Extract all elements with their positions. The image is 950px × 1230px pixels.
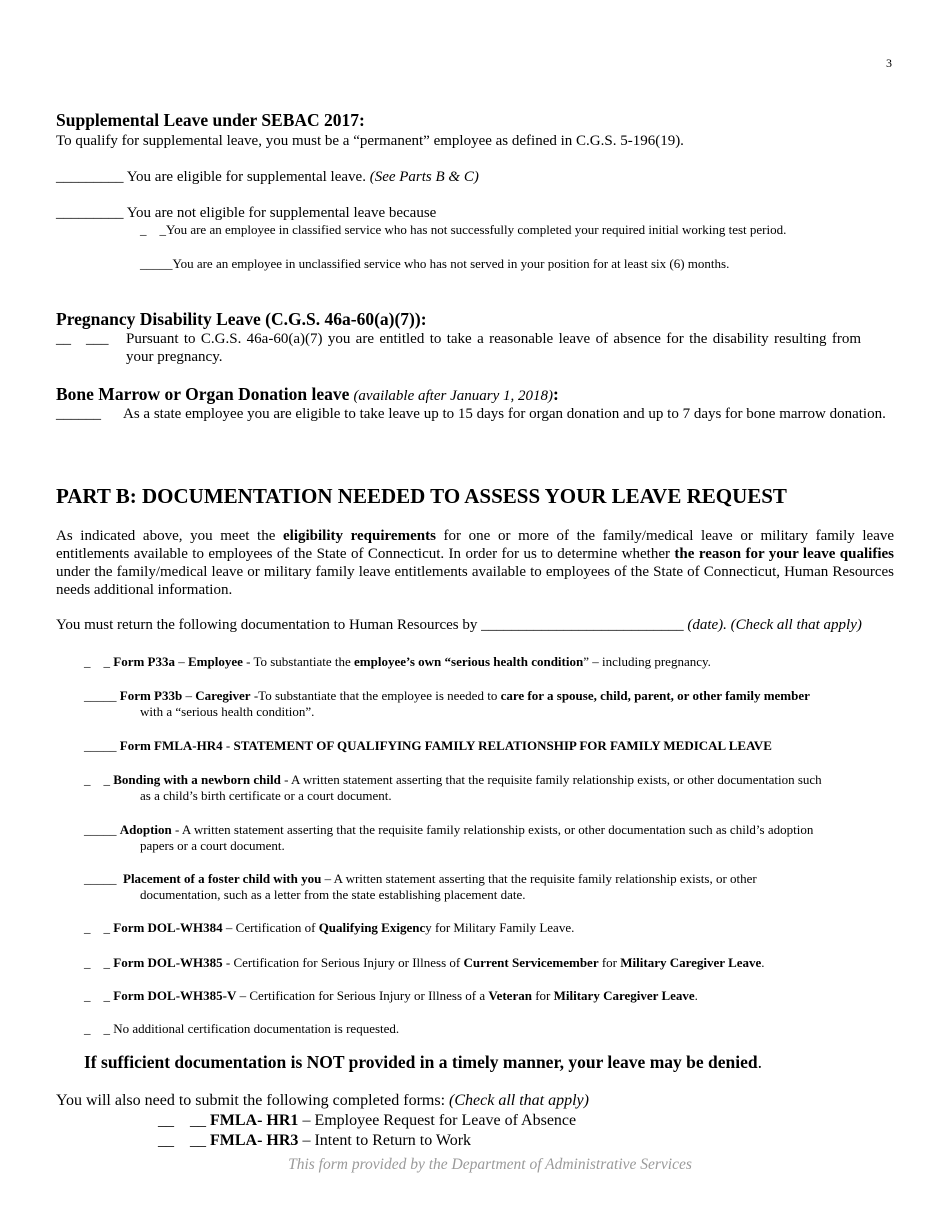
return-text: You must return the following documentation to Human Resources by xyxy=(56,617,478,633)
form-label: FMLA- HR1 xyxy=(210,1112,299,1129)
organ-text: As a state employee you are eligible to take leave up to 15 days for organ donation and up to 7 days for bone marrow donation. xyxy=(123,406,886,422)
item-desc: – Certification for Serious Injury or Illness of a xyxy=(236,988,489,1003)
item-desc: - A written statement asserting that the requisite family relationship exists, or other documentation such as child’s adoption xyxy=(171,822,814,837)
item-bold-desc: Qualifying Exigenc xyxy=(318,920,426,935)
item-desc: - To substantiate the xyxy=(242,654,355,669)
reason1-blank[interactable]: _ _ xyxy=(140,222,166,237)
item-desc2: y for Military Family Leave. xyxy=(425,920,575,935)
item-label2: Caregiver xyxy=(195,688,251,703)
item-desc: – Certification of xyxy=(222,920,319,935)
reason2-blank[interactable]: _____ xyxy=(140,256,173,271)
item-bold-desc: employee’s own “serious health condition xyxy=(354,654,584,669)
checkbox-blank[interactable]: _ _ xyxy=(84,920,110,935)
doc-item[interactable] xyxy=(84,988,698,1004)
return-date-label: date xyxy=(692,617,719,633)
doc-item[interactable] xyxy=(84,822,813,838)
doc-item[interactable] xyxy=(84,1021,399,1037)
item-label: Bonding with a newborn child xyxy=(113,772,281,787)
checkbox-blank[interactable]: _____ xyxy=(84,688,117,703)
item-dash: – xyxy=(174,654,188,669)
item-line2: papers or a court document. xyxy=(140,838,285,853)
doc-item[interactable] xyxy=(84,920,574,936)
item-label: Form DOL-WH385-V xyxy=(113,988,237,1003)
item-dash: - xyxy=(222,738,234,753)
item-desc2: for xyxy=(598,955,621,970)
para-bold-1: eligibility requirements xyxy=(283,528,436,544)
item-desc: - A written statement asserting that the requisite family relationship exists, or other documentation such xyxy=(280,772,822,787)
item-bold-desc: Current Servicemember xyxy=(463,955,599,970)
doc-item[interactable] xyxy=(84,654,711,670)
form-label: FMLA- HR3 xyxy=(210,1132,299,1149)
footer: This form provided by the Department of Administrative Services xyxy=(288,1156,692,1173)
para-text-2: for one or more of the family/medical leave or military family leave entitlements available to employees of the State of Connecticut. In order for us to determine whether xyxy=(56,528,895,562)
item-desc: – A written statement asserting that the requisite family relationship exists, or other xyxy=(321,871,757,886)
warning-text: If sufficient documentation is NOT provided in a timely manner, your leave may be denied xyxy=(84,1052,758,1072)
pregnancy-blank[interactable]: __ ___ xyxy=(56,331,109,347)
not-eligible-line: _________ You are not eligible for supplemental leave because xyxy=(56,205,437,221)
supplemental-intro: To qualify for supplemental leave, you must be a “permanent” employee as defined in C.G.S. 5-196(19). xyxy=(56,133,684,149)
item-desc2: ” – including pregnancy. xyxy=(583,654,711,669)
eligible-line: _________ You are eligible for supplemental leave. (See Parts B & C) xyxy=(56,169,479,185)
item-desc3: . xyxy=(761,955,765,970)
checkbox-blank[interactable]: _ _ xyxy=(84,955,110,970)
item-bold-desc: care for a spouse, child, parent, or other family member xyxy=(500,688,810,703)
item-label: Adoption xyxy=(119,822,172,837)
item-line2: as a child’s birth certificate or a court document. xyxy=(140,788,392,803)
reason2-text: You are an employee in unclassified service who has not served in your position for at least six (6) months. xyxy=(172,256,730,271)
item-desc: -To substantiate that the employee is needed to xyxy=(250,688,501,703)
checkbox-blank[interactable]: __ __ xyxy=(158,1132,206,1149)
form-item[interactable] xyxy=(158,1132,471,1150)
organ-heading: Bone Marrow or Organ Donation leave xyxy=(56,384,350,404)
item-line2: with a “serious health condition”. xyxy=(140,704,315,719)
doc-item[interactable] xyxy=(84,871,757,887)
item-desc: No additional certification documentation is requested. xyxy=(110,1021,400,1036)
item-desc2: for xyxy=(531,988,554,1003)
item-label2: STATEMENT OF QUALIFYING FAMILY RELATIONSHIP FOR FAMILY MEDICAL LEAVE xyxy=(233,738,772,753)
checkbox-blank[interactable]: _ _ xyxy=(84,988,110,1003)
item-line2: documentation, such as a letter from the state establishing placement date. xyxy=(140,887,526,902)
checkbox-blank[interactable]: _ _ xyxy=(84,1021,110,1036)
forms-intro-line xyxy=(56,1092,589,1110)
page-number: 3 xyxy=(886,56,892,70)
warning-period: . xyxy=(757,1052,762,1072)
forms-intro-check: (Check all that apply) xyxy=(449,1092,589,1109)
eligible-blank[interactable]: ______ xyxy=(56,169,101,185)
checkbox-blank[interactable]: _____ xyxy=(84,822,117,837)
doc-item[interactable] xyxy=(84,772,822,788)
eligible-text: You are eligible for supplemental leave. xyxy=(126,169,366,185)
item-desc: - Certification for Serious Injury or Illness of xyxy=(222,955,464,970)
item-bold-desc2: Military Caregiver Leave xyxy=(620,955,762,970)
item-label: Form DOL-WH384 xyxy=(113,920,223,935)
not-eligible-blank[interactable]: ______ xyxy=(56,205,101,221)
item-bold-desc2: Military Caregiver Leave xyxy=(553,988,695,1003)
return-check: ). (Check all that apply) xyxy=(718,617,862,633)
reason1-text: You are an employee in classified service who has not successfully completed your required initial working test period. xyxy=(166,222,787,237)
item-label: Form P33a xyxy=(113,654,175,669)
doc-item[interactable] xyxy=(84,955,765,971)
reason-classified xyxy=(140,222,786,238)
return-date-blank[interactable]: ___________________________ xyxy=(481,617,684,633)
item-label: Form P33b xyxy=(119,688,183,703)
return-line: You must return the following documentation to Human Resources by ___________________________ (date). (Check all that apply) xyxy=(56,617,862,633)
warning-line xyxy=(84,1052,762,1073)
reason-unclassified xyxy=(140,256,729,272)
doc-item[interactable] xyxy=(84,738,772,754)
pregnancy-heading: Pregnancy Disability Leave (C.G.S. 46a-60(a)(7)): xyxy=(56,309,427,329)
checkbox-blank[interactable]: _ _ xyxy=(84,772,110,787)
item-label: Form DOL-WH385 xyxy=(113,955,223,970)
form-desc: – Intent to Return to Work xyxy=(298,1132,472,1149)
para-bold-2: the reason for your leave qualifies xyxy=(674,546,894,562)
part-b-heading: PART B: DOCUMENTATION NEEDED TO ASSESS YOUR LEAVE REQUEST xyxy=(56,484,787,508)
item-label: Placement of a foster child with you xyxy=(123,871,322,886)
organ-blank[interactable]: ______ xyxy=(56,406,101,422)
para-text-1: As indicated above, you meet the xyxy=(56,528,276,544)
checkbox-blank[interactable]: _____ xyxy=(84,738,117,753)
item-desc3: . xyxy=(694,988,698,1003)
not-eligible-text: You are not eligible for supplemental leave because xyxy=(126,205,437,221)
part-b-paragraph xyxy=(56,527,894,599)
eligible-ref: (See Parts B & C) xyxy=(369,169,479,185)
organ-heading-note: (available after January 1, 2018) xyxy=(353,388,553,404)
item-label: Form FMLA-HR4 xyxy=(119,738,223,753)
supplemental-heading: Supplemental Leave under SEBAC 2017: xyxy=(56,110,365,130)
item-label2: Employee xyxy=(187,654,243,669)
item-bold-desc: Veteran xyxy=(488,988,532,1003)
forms-intro: You will also need to submit the following completed forms: xyxy=(56,1092,446,1109)
checkbox-blank[interactable]: _ _ xyxy=(84,654,110,669)
form-desc: – Employee Request for Leave of Absence xyxy=(298,1112,577,1129)
para-text-3: under the family/medical leave or military family leave entitlements available to employees of the State of Connecticut, Human Resources needs additional information. xyxy=(56,564,894,598)
organ-heading-line xyxy=(56,384,559,405)
pregnancy-text: Pursuant to C.G.S. 46a-60(a)(7) you are entitled to take a reasonable leave of absence for the disability resulting from your pregnancy. xyxy=(126,331,861,365)
checkbox-blank[interactable]: __ __ xyxy=(158,1112,206,1129)
organ-heading-colon: : xyxy=(552,384,559,404)
item-dash: – xyxy=(182,688,196,703)
form-item[interactable] xyxy=(158,1112,576,1130)
checkbox-blank[interactable]: _____ xyxy=(84,871,117,886)
doc-item[interactable] xyxy=(84,688,810,704)
